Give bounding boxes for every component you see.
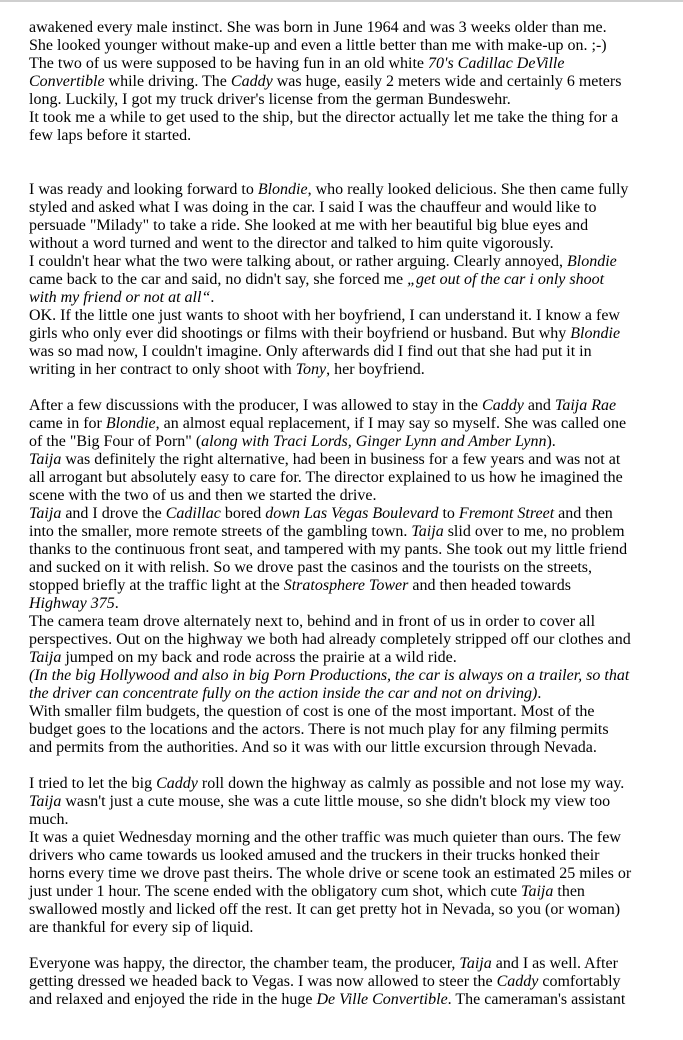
italic-text-run: Tony [295, 361, 327, 378]
text-run: budget goes to the locations and the actors. There is not much play for any filming permits [29, 721, 609, 738]
text-run: With smaller film budgets, the question of cost is one of the most important. Most of the [29, 703, 595, 720]
text-run: , her boyfriend. [326, 361, 425, 378]
paragraph [29, 955, 661, 1009]
text-run: was huge, easily 2 meters wide and certainly 6 meters [272, 73, 622, 90]
italic-text-run: 70's Cadillac DeVille [428, 55, 565, 72]
text-run: drivers who came towards us looked amused and the truckers in their trucks honked their [29, 847, 600, 864]
text-run: came in for [29, 415, 106, 432]
italic-text-run: Highway 375 [29, 595, 115, 612]
text-run: It took me a while to get used to the ship, but the director actually let me take the thing for a [29, 109, 619, 126]
paragraph [29, 19, 661, 145]
text-run: jumped on my back and rode across the prairie at a wild ride. [61, 649, 457, 666]
italic-text-run: Caddy [496, 973, 539, 990]
italic-text-run: „get out of the car i only shoot [407, 271, 605, 288]
text-run: thanks to the continuous front seat, and tampered with my pants. She took out my little friend [29, 541, 628, 558]
text-run: wasn't just a cute mouse, she was a cute little mouse, so she didn't block my view too [61, 793, 611, 810]
text-run: getting dressed we headed back to Vegas. I was now allowed to steer the [29, 973, 497, 990]
text-run: bored [220, 505, 266, 522]
text-run: and I drove the [61, 505, 166, 522]
text-run: The two of us were supposed to be having fun in an old white [29, 55, 429, 72]
italic-text-run: with my friend or not at all“ [29, 289, 211, 306]
italic-text-run: down Las Vegas Boulevard [265, 505, 439, 522]
italic-text-run: Taija [29, 505, 62, 522]
italic-text-run: Blondie [105, 415, 156, 432]
text-run: then [553, 883, 585, 900]
italic-text-run: Taija [521, 883, 554, 900]
text-run: . The cameraman's assistant [447, 991, 626, 1008]
text-run: all arrogant but absolutely easy to care for. The director explained to us how he imagined the [29, 469, 623, 486]
text-run: , who really looked delicious. She then came fully [307, 181, 629, 198]
text-run: . [210, 289, 215, 306]
italic-text-run: Caddy [230, 73, 273, 90]
text-run: , an almost equal replacement, if I may say so myself. She was called one [155, 415, 627, 432]
italic-text-run: Convertible [29, 73, 105, 90]
text-run: swallowed mostly and licked off the rest. It can get pretty hot in Nevada, so you (or woman) [29, 901, 621, 918]
text-run: OK. If the little one just wants to shoot with her boyfriend, I can understand it. I know a few [29, 307, 620, 324]
text-run: much. [29, 811, 69, 828]
text-run: and then [554, 505, 613, 522]
top-edge-line [0, 0, 683, 2]
italic-text-run: Taija [411, 523, 444, 540]
italic-text-run: Caddy [156, 775, 198, 792]
text-run: I was ready and looking forward to [29, 181, 258, 198]
text-run: was definitely the right alternative, had been in business for a few years and was not at [61, 451, 621, 468]
text-run: writing in her contract to only shoot with [29, 361, 296, 378]
text-run: She looked younger without make-up and even a little better than me with make-up on. ;-) [29, 37, 607, 54]
italic-text-run: Stratosphere Tower [283, 577, 409, 594]
italic-text-run: Blondie [257, 181, 308, 198]
text-run: awakened every male instinct. She was born in June 1964 and was 3 weeks older than me. [29, 19, 607, 36]
italic-text-run: Taija [459, 955, 492, 972]
text-run: scene with the two of us and then we started the drive. [29, 487, 377, 504]
text-run: and permits from the authorities. And so it was with our little excursion through Nevada. [29, 739, 597, 756]
paragraph [29, 775, 661, 937]
text-run: and [523, 397, 555, 414]
italic-text-run: Blondie [566, 253, 617, 270]
text-run: perspectives. Out on the highway we both had already completely stripped off our clothes and [29, 631, 631, 648]
text-run: without a word turned and went to the director and talked to him quite vigorously. [29, 235, 554, 252]
text-run: slid over to me, no problem [443, 523, 625, 540]
text-run: and then headed towards [408, 577, 571, 594]
text-run: Everyone was happy, the director, the chamber team, the producer, [29, 955, 460, 972]
italic-text-run: Taija [29, 451, 62, 468]
paragraph [29, 397, 661, 757]
text-run: roll down the highway as calmly as possible and not lose my way. [197, 775, 625, 792]
text-run: horns every time we drove past theirs. The whole drive or scene took an estimated 25 miles or [29, 865, 632, 882]
text-run: After a few discussions with the producer, I was allowed to stay in the [29, 397, 483, 414]
italic-text-run: (In the big Hollywood and also in big Porn Productions, the car is always on a trailer, so that [29, 667, 630, 684]
italic-text-run: Cadillac [165, 505, 221, 522]
text-run: to [438, 505, 459, 522]
text-run: few laps before it started. [29, 127, 192, 144]
text-run: are thankful for every sip of liquid. [29, 919, 254, 936]
text-run: girls who only ever did shootings or films with their boyfriend or husband. But why [29, 325, 571, 342]
text-run: . [114, 595, 119, 612]
text-run: I tried to let the big [29, 775, 157, 792]
text-run: stopped briefly at the traffic light at the [29, 577, 284, 594]
text-run: came back to the car and said, no didn't say, she forced me [29, 271, 408, 288]
italic-text-run: Blondie [570, 325, 621, 342]
text-run: and I as well. After [491, 955, 618, 972]
text-run: It was a quiet Wednesday morning and the other traffic was much quieter than ours. The few [29, 829, 621, 846]
text-run: while driving. The [104, 73, 231, 90]
text-run: and relaxed and enjoyed the ride in the huge [29, 991, 317, 1008]
paragraph [29, 181, 661, 379]
italic-text-run: the driver can concentrate fully on the action inside the car and not on driving) [29, 685, 538, 702]
text-run: styled and asked what I was doing in the car. I said I was the chauffeur and would like to [29, 199, 597, 216]
italic-text-run: Caddy [482, 397, 524, 414]
text-run: comfortably [538, 973, 621, 990]
italic-text-run: Fremont Street [458, 505, 555, 522]
text-run: of the "Big Four of Porn" ( [29, 433, 202, 450]
text-run: just under 1 hour. The scene ended with the obligatory cum shot, which cute [29, 883, 522, 900]
italic-text-run: Taija [29, 793, 62, 810]
text-run: persuade "Milady" to take a ride. She looked at me with her beautiful big blue eyes and [29, 217, 589, 234]
italic-text-run: De Ville Convertible [316, 991, 448, 1008]
italic-text-run: along with Traci Lords, Ginger Lynn and Amber Lynn [201, 433, 547, 450]
text-run: into the smaller, more remote streets of the gambling town. [29, 523, 412, 540]
italic-text-run: Taija [29, 649, 62, 666]
text-run: was so mad now, I couldn't imagine. Only afterwards did I find out that she had put it in [29, 343, 592, 360]
text-run: long. Luckily, I got my truck driver's license from the german Bundeswehr. [29, 91, 511, 108]
italic-text-run: Taija Rae [554, 397, 617, 414]
text-run: I couldn't hear what the two were talking about, or rather arguing. Clearly annoyed, [29, 253, 567, 270]
text-run: The camera team drove alternately next to, behind and in front of us in order to cover all [29, 613, 596, 630]
document-text [29, 19, 661, 1009]
text-run: ). [546, 433, 556, 450]
text-run: . [537, 685, 542, 702]
text-run: and sucked on it with relish. So we drove past the casinos and the tourists on the streets, [29, 559, 593, 576]
